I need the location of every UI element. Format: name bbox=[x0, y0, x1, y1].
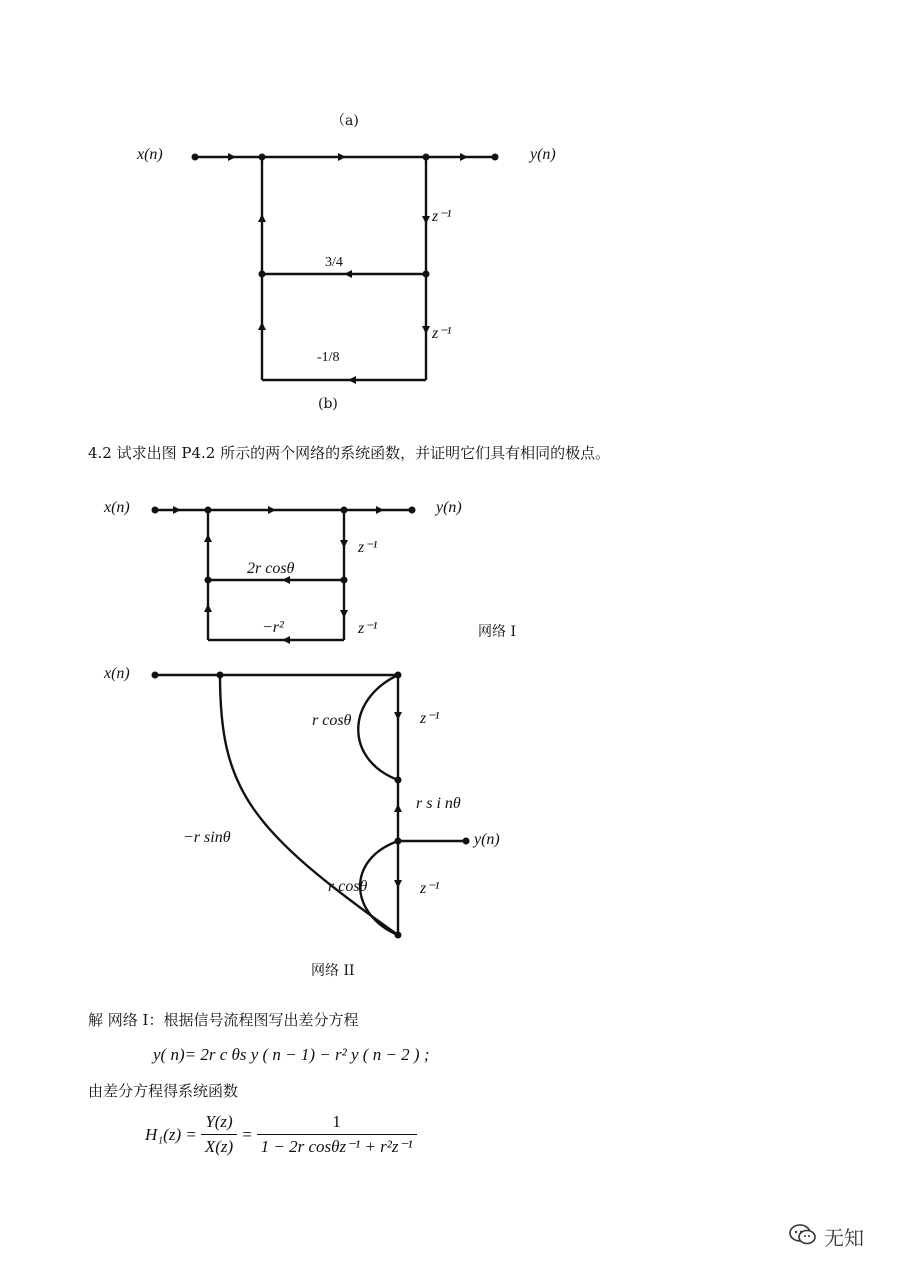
net2-output-label: y(n) bbox=[474, 831, 500, 848]
fig-a-caption: （a) bbox=[331, 113, 359, 129]
net1-coef1-label: 2r cosθ bbox=[247, 560, 295, 577]
net1-output-label: y(n) bbox=[436, 499, 462, 516]
h-fraction-1 bbox=[201, 1112, 237, 1157]
solution-intro: 解 网络 I：根据信号流程图写出差分方程 bbox=[88, 1011, 359, 1029]
net1-delay1-label: z⁻¹ bbox=[358, 539, 378, 556]
net1-caption: 网络 I bbox=[478, 624, 516, 640]
net2-delay2-label: z⁻¹ bbox=[420, 880, 440, 897]
net2-input-label: x(n) bbox=[104, 665, 130, 682]
h-lhs: H₁(z) = bbox=[145, 1124, 197, 1144]
net1-delay2-label: z⁻¹ bbox=[358, 620, 378, 637]
fig-b-input-label: x(n) bbox=[137, 146, 163, 163]
h-den1: X(z) bbox=[204, 1137, 234, 1156]
h-den2: 1 − 2r cosθz⁻¹ + r²z⁻¹ bbox=[260, 1137, 413, 1156]
fig-b-delay2-label: z⁻¹ bbox=[432, 325, 452, 342]
fig-b-graph bbox=[195, 157, 495, 380]
fig-b-coef2-label: -1/8 bbox=[317, 350, 340, 365]
fig-b-coef1-label: 3/4 bbox=[325, 255, 343, 270]
net1-input-label: x(n) bbox=[104, 499, 130, 516]
wechat-icon bbox=[788, 1223, 818, 1251]
net2-delay1-label: z⁻¹ bbox=[420, 710, 440, 727]
difference-equation: y( n)= 2r c θs y ( n − 1) − r² y ( n − 2 ) ; bbox=[153, 1045, 430, 1064]
net2-coef-top-label: r cosθ bbox=[312, 712, 352, 729]
watermark-text: 无知 bbox=[824, 1226, 864, 1250]
fig-b-caption: (b) bbox=[318, 396, 338, 412]
net2-coef-left-label: −r sinθ bbox=[183, 829, 231, 846]
problem-statement: 4.2 试求出图 P4.2 所示的两个网络的系统函数，并证明它们具有相同的极点。 bbox=[88, 444, 611, 462]
h-num1: Y(z) bbox=[201, 1112, 237, 1135]
net1-coef2-label: −r² bbox=[262, 619, 284, 636]
fig-b-output-label: y(n) bbox=[530, 146, 556, 163]
fig-b-delay1-label: z⁻¹ bbox=[432, 208, 452, 225]
net2-coef-mid-label: r s i nθ bbox=[416, 795, 461, 812]
h-fraction-2 bbox=[257, 1112, 417, 1157]
solution-line2: 由差分方程得系统函数 bbox=[88, 1082, 239, 1100]
system-function bbox=[145, 1112, 417, 1157]
watermark bbox=[788, 1222, 864, 1251]
net2-caption: 网络 II bbox=[311, 963, 355, 979]
h-num2: 1 bbox=[257, 1112, 417, 1135]
net2-coef-bottom-label: r cosθ bbox=[328, 878, 368, 895]
h-eq: = bbox=[241, 1124, 253, 1144]
